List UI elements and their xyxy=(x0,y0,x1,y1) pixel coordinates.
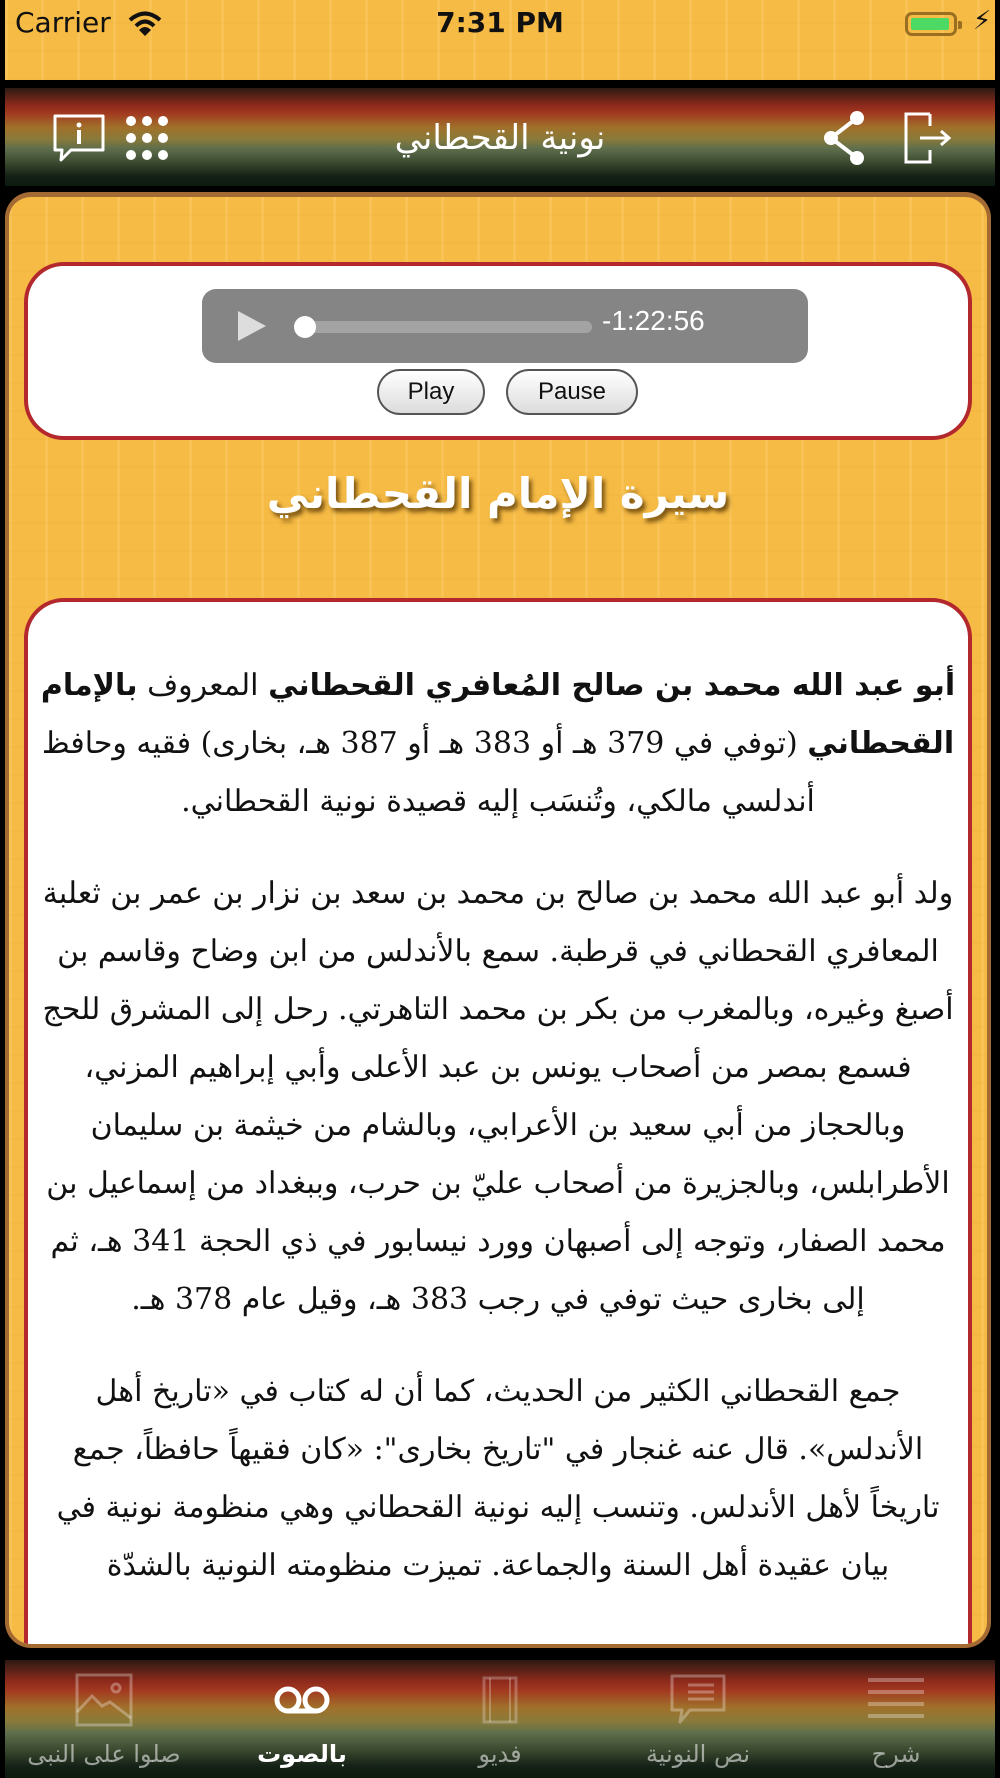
section-title: سيرة الإمام القحطاني xyxy=(266,469,730,518)
article-paragraph: ولد أبو عبد الله محمد بن صالح بن محمد بن سعد بن نزار بن عمر بن ثعلبة المعافري القحطاني في قرطبة. سمع بالأندلس من ابن وضاح وقاسم بن أصبغ وغيره، وبالمغرب من بكر بن محمد التاهرتي. رحل إلى المشرق للحج فسمع بمصر من أصحاب يونس بن عبد الأعلى وأبي إبراهيم المزني، وبالحجاز من أبي سعيد بن الأعرابي، وبالشام من خيثمة بن سليمان الأطرابلس، وبالجزيرة من أصحاب عليّ بن حرب، وببغداد من إسماعيل بن محمد الصفار، وتوجه إلى أصبهان وورد نيسابور في ذي الحجة 341 هـ، ثم إلى بخارى حيث توفي في رجب 383 هـ، وقيل عام 378 هـ. xyxy=(42,876,954,1317)
film-icon xyxy=(470,1672,530,1728)
nav-title: نونية القحطاني xyxy=(394,118,606,158)
status-time: 7:31 PM xyxy=(436,6,564,39)
audio-progress-track[interactable] xyxy=(302,321,592,333)
tab-bar xyxy=(5,1660,995,1778)
tab-label: صلوا على النبى xyxy=(27,1740,181,1768)
tab-label: بالصوت xyxy=(257,1740,347,1768)
charging-bolt-icon: ⚡ xyxy=(973,6,992,36)
tab-video[interactable] xyxy=(401,1660,599,1778)
article-paragraph: جمع القحطاني الكثير من الحديث، كما أن له كتاب في «تاريخ أهل الأندلس». قال عنه غنجار في "تاريخ بخارى": «كان فقيهاً حافظاً، جمع تاريخاً لأهل الأندلس. وتنسب إليه نونية القحطاني وهي منظومة نونية في بيان عقيدة أهل السنة والجماعة. تميزت منظومته النونية بالشدّة xyxy=(56,1374,940,1583)
play-icon[interactable] xyxy=(238,311,266,341)
player-card xyxy=(24,262,972,440)
tab-explanation[interactable] xyxy=(797,1660,995,1778)
status-bar xyxy=(5,0,995,80)
tab-nuniya-text[interactable] xyxy=(599,1660,797,1778)
tab-salu-ala-nabi[interactable] xyxy=(5,1660,203,1778)
text-span: (توفي في 379 هـ أو 383 هـ أو 387 هـ، بخارى) فقيه وحافظ أندلسي مالكي، وتُنسَب إليه قصيدة نونية القحطاني. xyxy=(41,726,815,819)
voicemail-icon xyxy=(272,1672,332,1728)
tab-label: شرح xyxy=(871,1740,921,1768)
navigation-bar xyxy=(5,88,995,186)
share-icon[interactable] xyxy=(817,108,877,168)
exit-icon[interactable] xyxy=(898,108,958,168)
article-paragraph xyxy=(38,657,958,831)
text-span: المعروف xyxy=(137,668,269,703)
time-remaining: -1:22:56 xyxy=(602,305,705,336)
bold-title: بالإمام القحطاني xyxy=(40,668,955,761)
battery-icon xyxy=(905,12,957,36)
pause-button[interactable]: Pause xyxy=(506,369,638,415)
picture-icon xyxy=(74,1672,134,1728)
bold-name: أبو عبد الله محمد بن صالح المُعافري القحطاني xyxy=(268,668,956,703)
article-card xyxy=(24,598,972,1648)
tab-label: فديو xyxy=(478,1740,522,1768)
audio-player xyxy=(202,289,808,363)
content-frame xyxy=(5,192,991,1648)
list-icon xyxy=(866,1672,926,1728)
play-button[interactable]: Play xyxy=(377,369,485,415)
chat-text-icon xyxy=(668,1672,728,1728)
audio-progress-knob[interactable] xyxy=(294,316,316,338)
tab-audio[interactable] xyxy=(203,1660,401,1778)
tab-label: نص النونية xyxy=(645,1740,751,1768)
carrier-label: Carrier xyxy=(15,6,111,39)
